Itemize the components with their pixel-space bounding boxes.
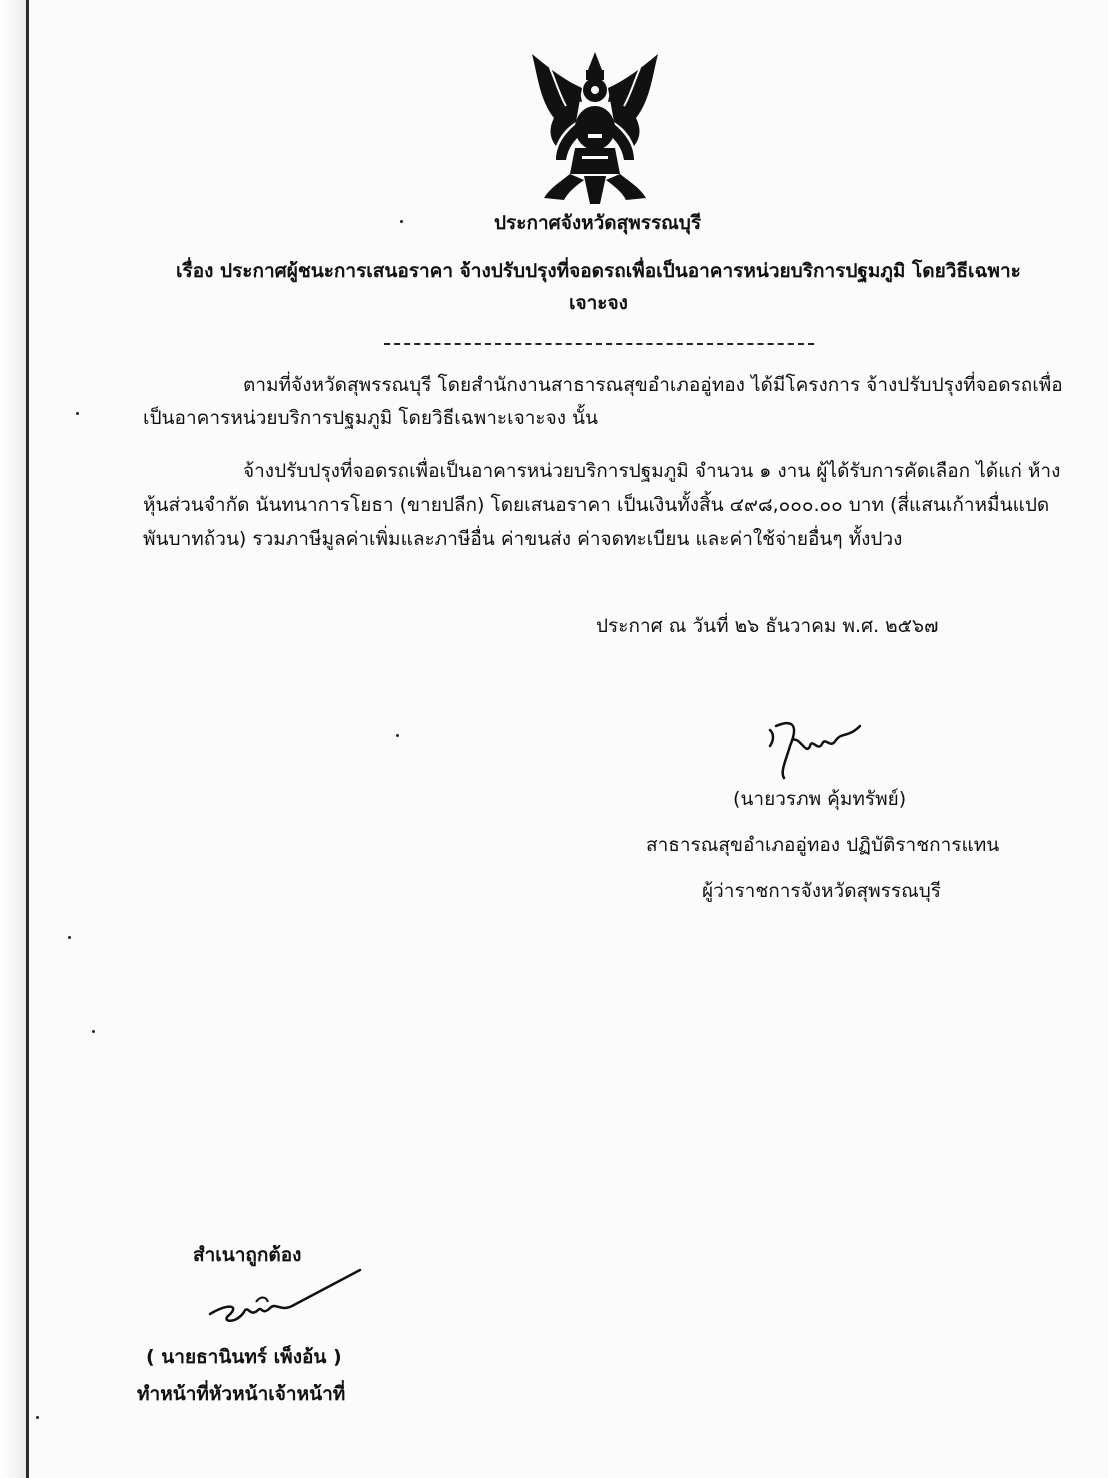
scan-speck xyxy=(92,1030,95,1033)
signatory-position-line-2: ผู้ว่าราชการจังหวัดสุพรรณบุรี xyxy=(702,880,941,902)
subject-line-2: เจาะจง xyxy=(569,292,628,314)
signatory-signature-icon xyxy=(760,716,870,788)
certifier-position: ทำหน้าที่หัวหน้าเจ้าหน้าที่ xyxy=(137,1383,346,1405)
paragraph-2-line-3: พันบาทถ้วน) รวมภาษีมูลค่าเพิ่มและภาษีอื่น ค่าขนส่ง ค่าจดทะเบียน และค่าใช้จ่ายอื่นๆ ทั้งปวง xyxy=(143,528,903,550)
signatory-name: (นายวรภพ คุ้มทรัพย์) xyxy=(733,788,907,810)
paragraph-2-line-1: จ้างปรับปรุงที่จอดรถเพื่อเป็นอาคารหน่วยบริการปฐมภูมิ จำนวน ๑ งาน ผู้ได้รับการคัดเลือก ได้แก่ ห้าง xyxy=(243,460,1061,482)
scan-speck xyxy=(396,734,399,737)
paragraph-1-line-2: เป็นอาคารหน่วยบริการปฐมภูมิ โดยวิธีเฉพาะเจาะจง นั้น xyxy=(143,407,599,429)
certifier-name: ( นายธานินทร์ เพ็งอ้น ) xyxy=(146,1346,342,1368)
announcement-date: ประกาศ ณ วันที่ ๒๖ ธันวาคม พ.ศ. ๒๕๖๗ xyxy=(596,615,939,637)
dashed-divider xyxy=(384,343,814,345)
garuda-emblem-icon xyxy=(520,48,670,208)
page-binding-edge xyxy=(0,0,29,1478)
announcement-title: ประกาศจังหวัดสุพรรณบุรี xyxy=(494,212,702,234)
scan-speck xyxy=(76,412,79,415)
subject-line-1: เรื่อง ประกาศผู้ชนะการเสนอราคา จ้างปรับปรุงที่จอดรถเพื่อเป็นอาคารหน่วยบริการปฐมภูมิ โดยวิธีเฉพาะ xyxy=(176,260,1021,282)
scan-speck xyxy=(400,220,403,223)
signatory-position-line-1: สาธารณสุขอำเภออู่ทอง ปฏิบัติราชการแทน xyxy=(646,834,1000,856)
certifier-signature-icon xyxy=(200,1262,370,1328)
paragraph-1-line-1: ตามที่จังหวัดสุพรรณบุรี โดยสำนักงานสาธารณสุขอำเภออู่ทอง ได้มีโครงการ จ้างปรับปรุงที่จอดรถเพื่อ xyxy=(243,374,1063,396)
scan-speck xyxy=(68,936,71,939)
certified-copy-label: สำเนาถูกต้อง xyxy=(193,1244,302,1266)
scan-speck xyxy=(36,1416,39,1419)
paragraph-2-line-2: หุ้นส่วนจำกัด นันทนาการโยธา (ขายปลีก) โดยเสนอราคา เป็นเงินทั้งสิ้น ๔๙๘,๐๐๐.๐๐ บาท (สี่แสนเก้าหมื่นแปด xyxy=(143,494,1050,516)
